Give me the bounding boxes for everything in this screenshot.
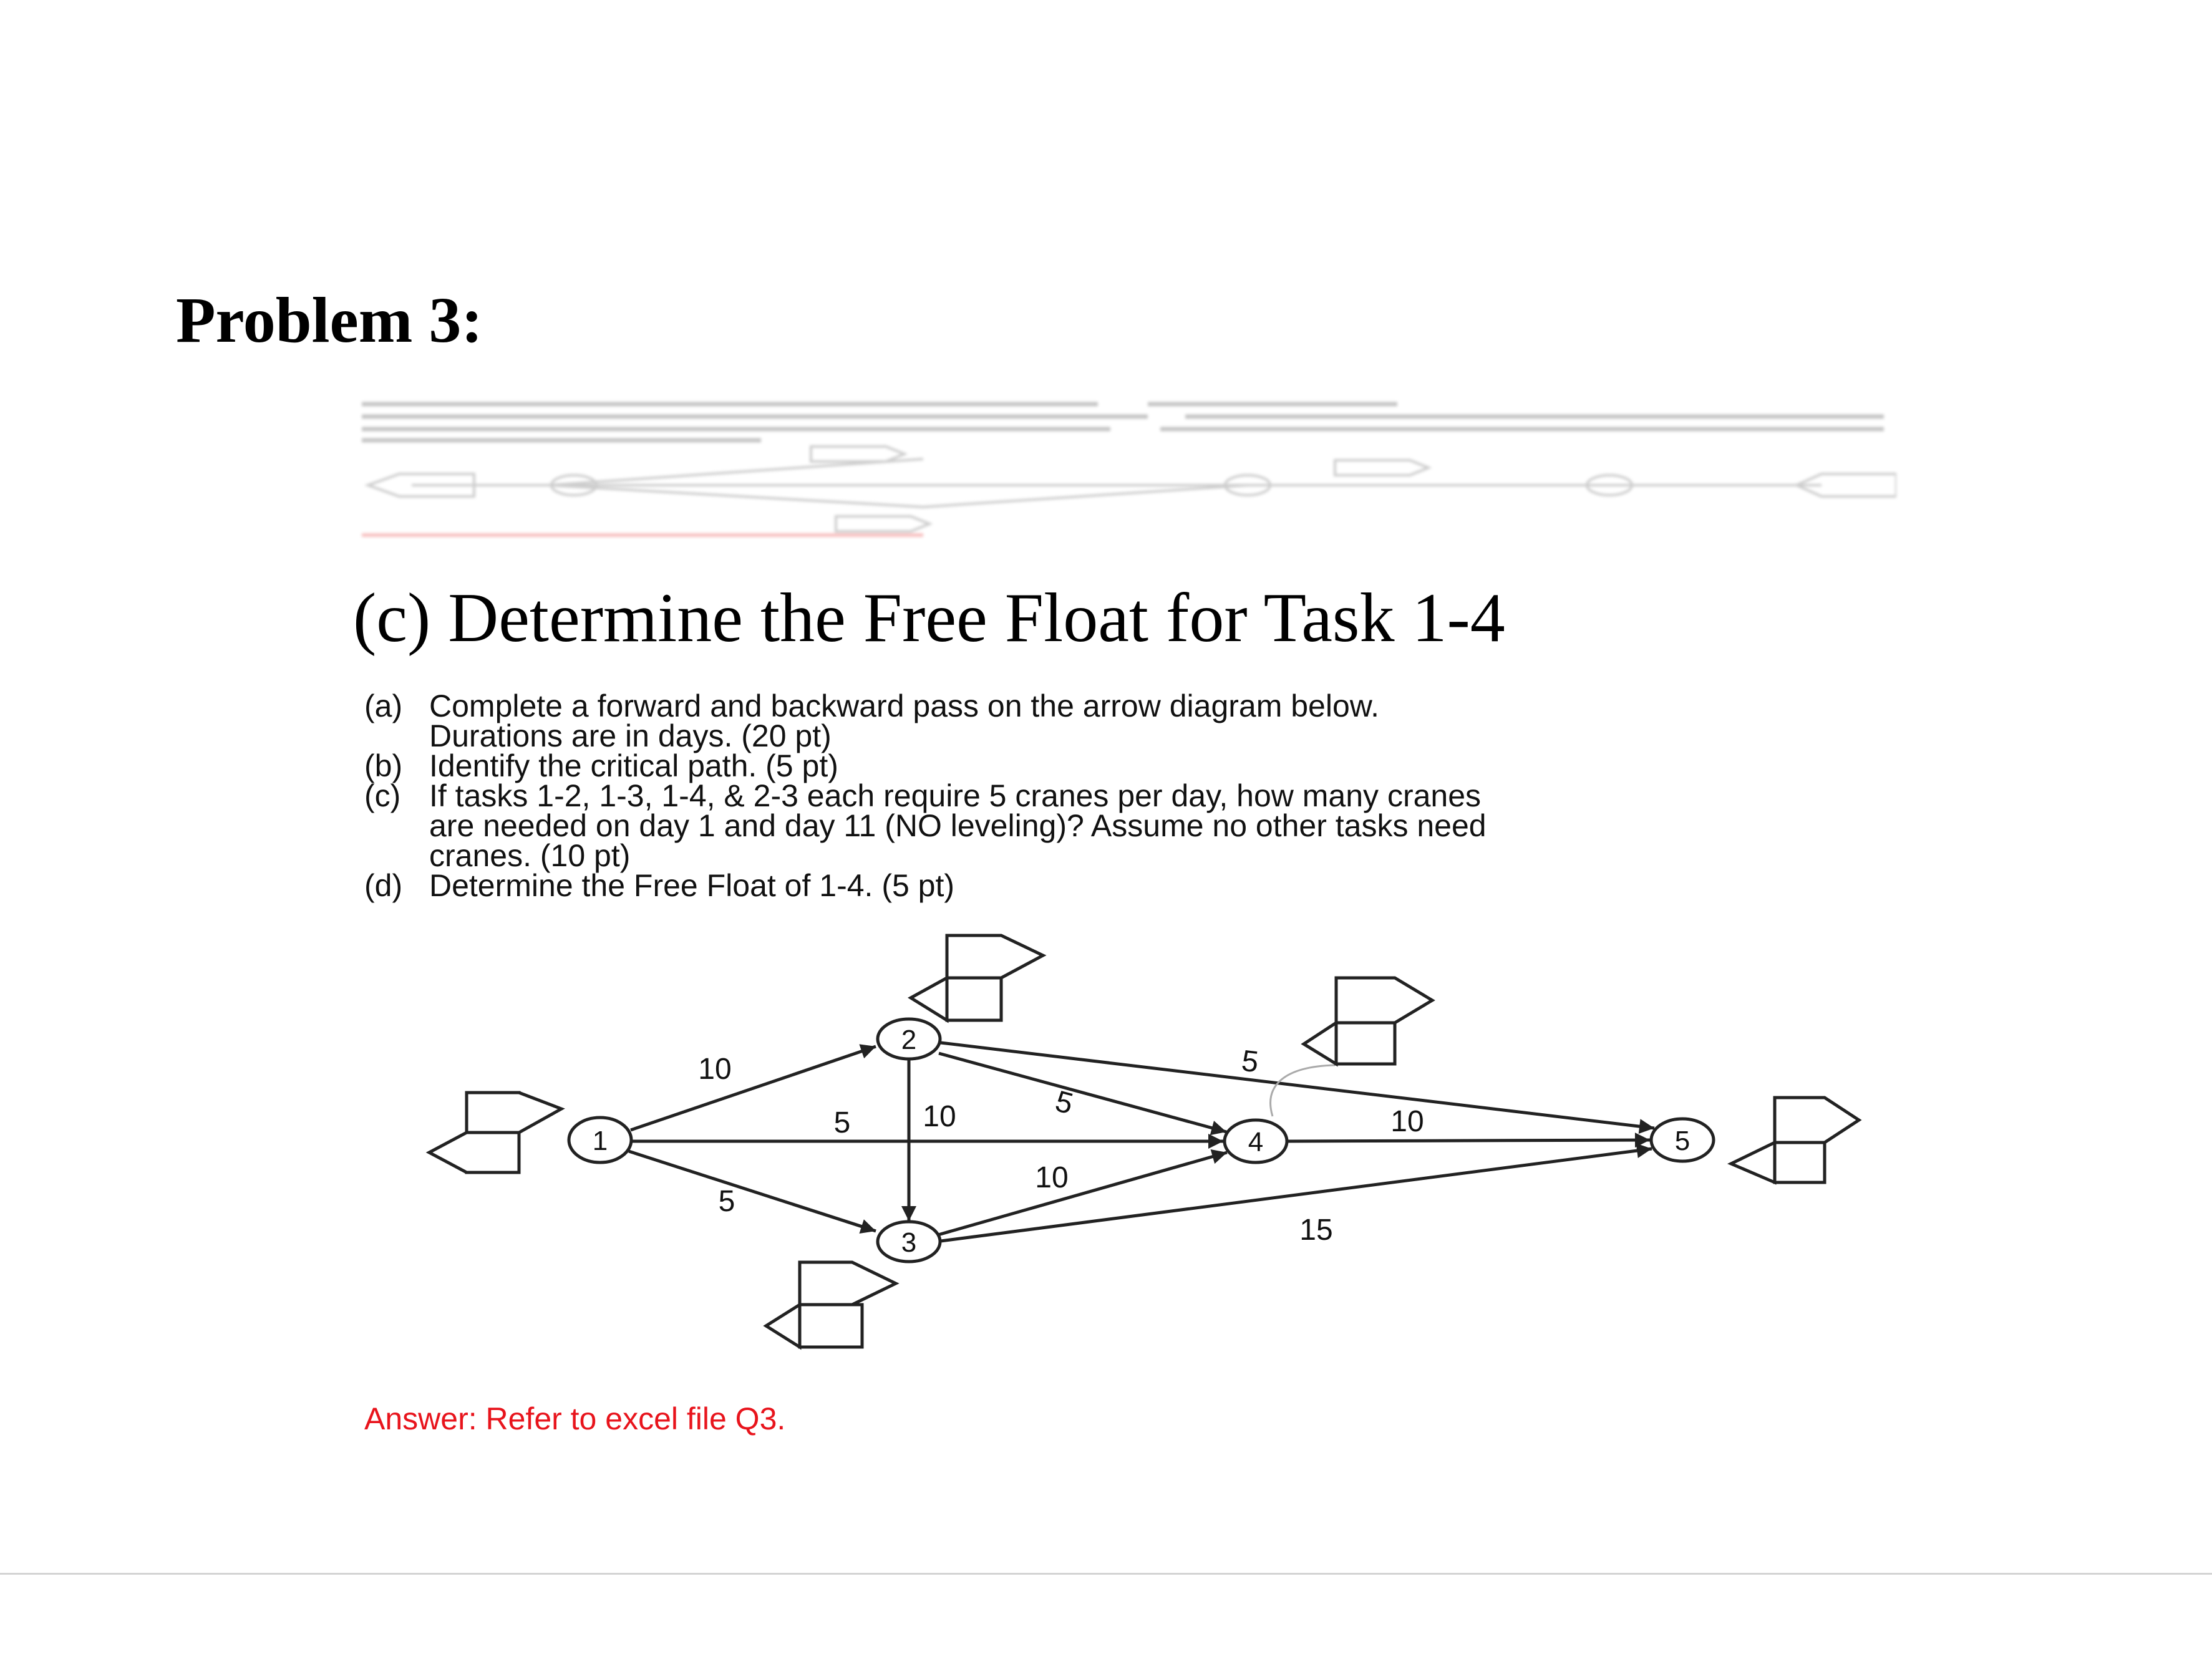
time-box-node-2 xyxy=(911,935,1043,1020)
edge-1-3 xyxy=(629,1151,876,1231)
node-4-label: 4 xyxy=(1248,1127,1264,1157)
question-a: (a) Complete a forward and backward pass on the arrow diagram below. xyxy=(364,688,1380,723)
edge-2-3-duration: 10 xyxy=(923,1100,956,1133)
question-c-cont: cranes. (10 pt) xyxy=(429,838,631,873)
time-box-node-5 xyxy=(1731,1098,1859,1182)
time-box-node-4 xyxy=(1304,978,1432,1064)
node-3-label: 3 xyxy=(901,1227,917,1258)
edge-4-5-duration: 10 xyxy=(1390,1105,1424,1138)
edge-4-5 xyxy=(1288,1140,1650,1141)
question-c: (c) If tasks 1-2, 1-3, 1-4, & 2-3 each require 5 cranes per day, how many cranes xyxy=(364,778,1482,813)
edge-3-5-duration: 15 xyxy=(1299,1214,1333,1247)
slide-title: Problem 3: xyxy=(176,284,483,356)
edge-1-4-duration: 5 xyxy=(833,1106,851,1139)
divider xyxy=(0,1573,2212,1575)
edge-1-3-duration: 5 xyxy=(718,1185,735,1218)
node-1-label: 1 xyxy=(592,1126,608,1156)
question-a-cont: Durations are in days. (20 pt) xyxy=(429,718,832,753)
node-5-label: 5 xyxy=(1674,1126,1691,1156)
edge-1-2-duration: 10 xyxy=(698,1053,732,1086)
edge-2-5-duration: 5 xyxy=(1239,1044,1261,1080)
edge-3-4-duration: 10 xyxy=(1035,1161,1069,1194)
question-d: (d) Determine the Free Float of 1-4. (5 pt) xyxy=(364,868,955,903)
time-box-node-3 xyxy=(766,1262,896,1347)
question-c-cont: are needed on day 1 and day 11 (NO leveling)? Assume no other tasks need xyxy=(429,808,1487,843)
question-b: (b) Identify the critical path. (5 pt) xyxy=(364,748,838,783)
annotation-curve xyxy=(1271,1065,1335,1116)
section-heading: (c) Determine the Free Float for Task 1-4 xyxy=(353,579,1505,657)
edge-2-5 xyxy=(941,1043,1654,1128)
edge-2-4-duration: 5 xyxy=(1052,1085,1077,1121)
time-box-node-1 xyxy=(429,1093,561,1172)
edge-2-4 xyxy=(939,1053,1226,1132)
node-2-label: 2 xyxy=(901,1025,917,1055)
answer-note: Answer: Refer to excel file Q3. xyxy=(364,1401,786,1436)
